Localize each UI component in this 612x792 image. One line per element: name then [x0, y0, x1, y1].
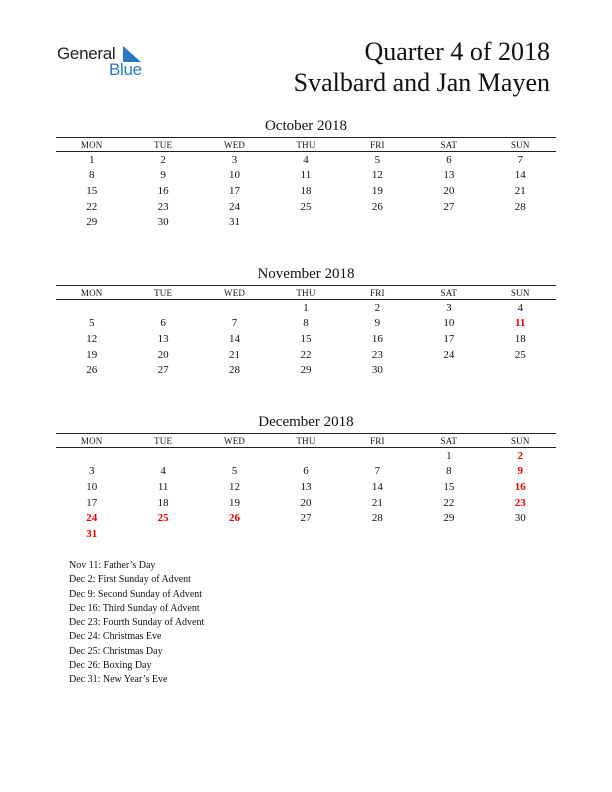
- week-row: [56, 214, 556, 230]
- week-row: [56, 448, 556, 464]
- week-row: [56, 316, 556, 332]
- day-cell: 30: [371, 364, 383, 377]
- day-cell: 14: [514, 169, 526, 182]
- day-cell: 25: [514, 348, 526, 361]
- day-cell: 22: [300, 348, 312, 361]
- day-cell: 21: [514, 184, 526, 197]
- day-cell: 23: [514, 496, 526, 509]
- month-title: November 2018: [257, 266, 355, 282]
- day-cell: 31: [229, 216, 241, 229]
- day-cell: 3: [446, 301, 452, 314]
- page-title: [294, 36, 550, 98]
- generalblue-logo: [57, 44, 157, 84]
- day-cell: 2: [517, 449, 523, 462]
- day-cell: 9: [374, 317, 381, 330]
- week-row: [56, 168, 556, 184]
- day-cell: 6: [446, 153, 452, 166]
- day-cell: 1: [88, 153, 95, 166]
- title-region: Svalbard and Jan Mayen: [293, 68, 550, 97]
- logo-general-text: General: [57, 44, 116, 63]
- day-cell: 10: [443, 317, 455, 330]
- day-cell: 29: [300, 364, 312, 377]
- day-cell: 12: [371, 169, 383, 182]
- weekday-label: TUE: [154, 435, 173, 446]
- day-cell: 6: [160, 317, 166, 330]
- day-cell: 3: [88, 465, 95, 478]
- day-cell: 17: [86, 496, 98, 509]
- holiday-note: Dec 23: Fourth Sunday of Advent: [69, 617, 205, 629]
- day-cell: 7: [231, 317, 238, 330]
- day-cell: 19: [86, 348, 98, 361]
- weekday-label: FRI: [370, 435, 385, 446]
- weekday-label: MON: [80, 435, 103, 446]
- week-row: [56, 199, 556, 215]
- day-cell: 30: [514, 512, 526, 525]
- day-cell: 4: [517, 301, 523, 314]
- day-cell: 16: [514, 480, 526, 493]
- day-cell: 18: [300, 184, 312, 197]
- day-cell: 22: [443, 496, 455, 509]
- day-cell: 19: [371, 184, 383, 197]
- month-november: [56, 265, 556, 378]
- day-cell: 5: [231, 465, 238, 478]
- day-cell: 18: [514, 332, 526, 345]
- day-cell: 2: [160, 153, 166, 166]
- day-cell: 13: [157, 332, 169, 345]
- week-row: [56, 479, 556, 495]
- day-cell: 26: [371, 200, 383, 213]
- day-cell: 21: [229, 348, 241, 361]
- day-cell: 31: [86, 527, 98, 540]
- day-cell: 5: [374, 153, 381, 166]
- week-row: [56, 183, 556, 199]
- day-cell: 6: [303, 465, 309, 478]
- day-cell: 22: [86, 200, 98, 213]
- day-cell: 26: [86, 364, 98, 377]
- week-row: [56, 347, 556, 363]
- day-cell: 21: [371, 496, 383, 509]
- day-cell: 9: [517, 465, 523, 478]
- weekday-header: [56, 137, 556, 152]
- week-row: [56, 362, 556, 378]
- day-cell: 8: [303, 317, 309, 330]
- weekday-label: SUN: [510, 287, 530, 298]
- day-cell: 14: [371, 480, 383, 493]
- weekday-label: WED: [224, 435, 246, 446]
- day-cell: 5: [88, 317, 95, 330]
- day-cell: 11: [300, 169, 312, 182]
- week-row: [56, 526, 556, 542]
- day-cell: 13: [300, 480, 312, 493]
- day-cell: 14: [229, 332, 241, 345]
- weekday-label: SAT: [440, 139, 458, 150]
- day-cell: 7: [374, 465, 381, 478]
- day-cell: 12: [229, 480, 241, 493]
- week-row: [56, 464, 556, 480]
- weekday-label: SAT: [440, 435, 458, 446]
- holiday-note: Dec 24: Christmas Eve: [69, 631, 162, 643]
- day-cell: 16: [371, 332, 383, 345]
- holiday-note: Dec 25: Christmas Day: [69, 645, 163, 657]
- day-cell: 7: [517, 153, 523, 166]
- week-row: [56, 495, 556, 511]
- holiday-note: Dec 26: Boxing Day: [69, 660, 152, 672]
- day-cell: 24: [86, 512, 98, 525]
- holiday-note: Dec 2: First Sunday of Advent: [69, 574, 191, 586]
- day-cell: 10: [229, 169, 241, 182]
- holiday-note: Nov 11: Father’s Day: [69, 560, 156, 571]
- day-cell: 27: [300, 512, 312, 525]
- day-cell: 27: [157, 364, 169, 377]
- day-cell: 11: [515, 317, 526, 330]
- weekday-label: SUN: [510, 139, 530, 150]
- weekday-label: MON: [80, 287, 103, 298]
- day-cell: 4: [303, 153, 309, 166]
- day-cell: 25: [157, 512, 169, 525]
- day-cell: 2: [374, 301, 381, 314]
- day-cell: 26: [229, 512, 241, 525]
- weekday-header: [56, 433, 556, 448]
- holiday-note: Dec 31: New Year’s Eve: [69, 674, 168, 686]
- day-cell: 24: [443, 348, 455, 361]
- week-row: [56, 300, 556, 316]
- weekday-label: FRI: [370, 139, 385, 150]
- day-cell: 25: [300, 200, 312, 213]
- weekday-label: TUE: [154, 139, 173, 150]
- week-row: [56, 331, 556, 347]
- title-quarter: Quarter 4 of 2018: [364, 37, 550, 66]
- day-cell: 20: [300, 496, 312, 509]
- day-cell: 15: [300, 332, 312, 345]
- day-cell: 1: [446, 449, 452, 462]
- month-october: [56, 117, 556, 230]
- month-title: December 2018: [258, 414, 354, 430]
- day-cell: 3: [231, 153, 238, 166]
- day-cell: 11: [157, 480, 169, 493]
- logo-blue-text: Blue: [109, 60, 142, 79]
- day-cell: 23: [157, 200, 169, 213]
- day-cell: 28: [229, 364, 241, 377]
- day-cell: 18: [157, 496, 169, 509]
- day-cell: 24: [229, 200, 241, 213]
- day-cell: 10: [86, 480, 98, 493]
- day-cell: 15: [443, 480, 455, 493]
- holiday-notes: [69, 559, 204, 688]
- day-cell: 13: [443, 169, 455, 182]
- holiday-note: Dec 16: Third Sunday of Advent: [69, 602, 200, 614]
- day-cell: 15: [86, 184, 98, 197]
- holiday-note: Dec 9: Second Sunday of Advent: [69, 588, 203, 600]
- weekday-label: SUN: [510, 435, 530, 446]
- weekday-label: WED: [224, 287, 246, 298]
- weekday-label: WED: [224, 139, 246, 150]
- day-cell: 8: [88, 169, 95, 182]
- weekday-label: MON: [80, 139, 103, 150]
- weekday-header: [56, 285, 556, 300]
- day-cell: 9: [160, 169, 166, 182]
- day-cell: 23: [371, 348, 383, 361]
- day-cell: 19: [229, 496, 241, 509]
- day-cell: 28: [371, 512, 383, 525]
- month-december: [56, 413, 556, 542]
- weekday-label: SAT: [440, 287, 458, 298]
- weekday-label: THU: [296, 287, 316, 298]
- day-cell: 29: [443, 512, 455, 525]
- day-cell: 8: [446, 465, 452, 478]
- day-cell: 20: [157, 348, 169, 361]
- day-cell: 29: [86, 216, 98, 229]
- day-cell: 16: [157, 184, 169, 197]
- day-cell: 12: [86, 332, 98, 345]
- weekday-label: THU: [296, 139, 316, 150]
- month-title: October 2018: [264, 118, 348, 134]
- week-row: [56, 510, 556, 526]
- day-cell: 1: [303, 301, 309, 314]
- weekday-label: TUE: [154, 287, 173, 298]
- day-cell: 30: [157, 216, 169, 229]
- day-cell: 17: [229, 184, 241, 197]
- day-cell: 4: [160, 465, 166, 478]
- day-cell: 20: [443, 184, 455, 197]
- weekday-label: THU: [296, 435, 316, 446]
- day-cell: 27: [443, 200, 455, 213]
- week-row: [56, 152, 556, 168]
- day-cell: 28: [514, 200, 526, 213]
- weekday-label: FRI: [370, 287, 385, 298]
- day-cell: 17: [443, 332, 455, 345]
